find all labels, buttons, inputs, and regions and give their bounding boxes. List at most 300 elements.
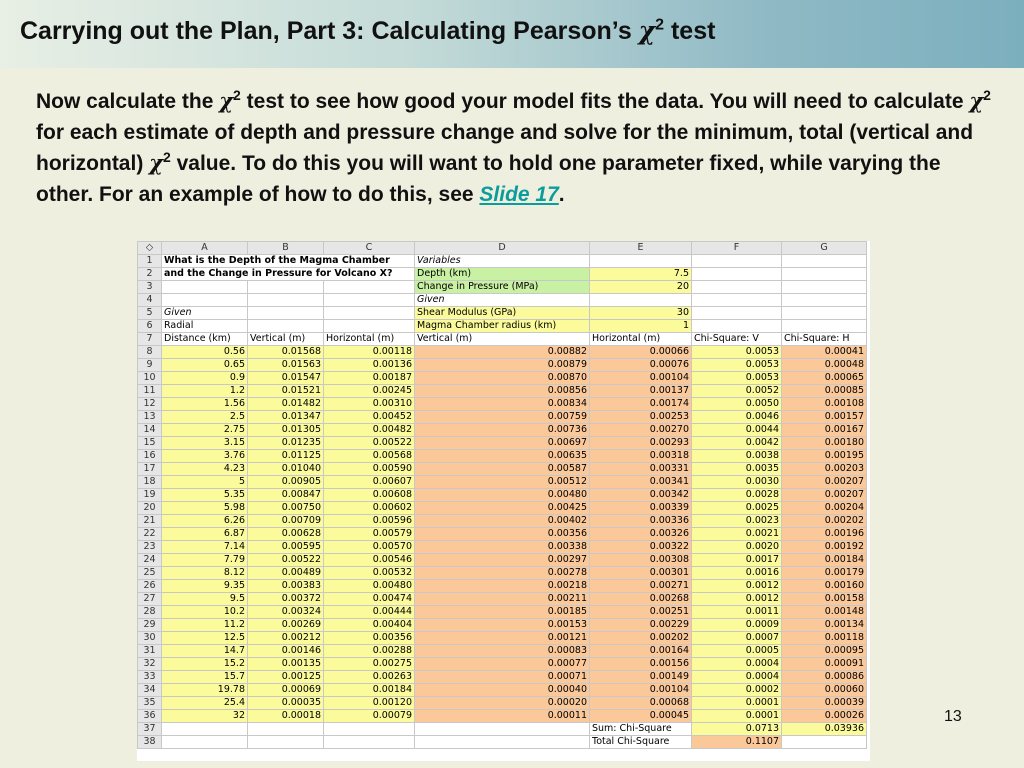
model-horizontal-cell[interactable]: 0.00164 [590, 645, 692, 658]
observed-vertical-cell[interactable]: 0.01547 [248, 372, 324, 385]
chi-square-v-cell[interactable]: 0.0012 [692, 593, 782, 606]
observed-horizontal-cell[interactable]: 0.00452 [324, 411, 415, 424]
chi-square-v-cell[interactable]: 0.0016 [692, 567, 782, 580]
observed-horizontal-cell[interactable]: 0.00288 [324, 645, 415, 658]
observed-vertical-cell[interactable]: 0.01305 [248, 424, 324, 437]
model-horizontal-cell[interactable]: 0.00149 [590, 671, 692, 684]
row-header[interactable]: 19 [138, 489, 162, 502]
distance-cell[interactable]: 6.87 [162, 528, 248, 541]
chi-square-v-cell[interactable]: 0.0035 [692, 463, 782, 476]
row-header[interactable]: 4 [138, 294, 162, 307]
model-vertical-cell[interactable]: 0.00185 [415, 606, 590, 619]
chi-square-v-cell[interactable]: 0.0044 [692, 424, 782, 437]
chi-square-v-cell[interactable]: 0.0038 [692, 450, 782, 463]
distance-cell[interactable]: 9.5 [162, 593, 248, 606]
chi-square-h-cell[interactable]: 0.00065 [782, 372, 867, 385]
chi-square-h-cell[interactable]: 0.00118 [782, 632, 867, 645]
model-vertical-cell[interactable]: 0.00297 [415, 554, 590, 567]
distance-cell[interactable]: 5.98 [162, 502, 248, 515]
observed-horizontal-cell[interactable]: 0.00482 [324, 424, 415, 437]
chi-square-v-cell[interactable]: 0.0020 [692, 541, 782, 554]
cell[interactable] [692, 307, 782, 320]
chi-square-v-cell[interactable]: 0.0017 [692, 554, 782, 567]
model-vertical-cell[interactable]: 0.00759 [415, 411, 590, 424]
observed-vertical-cell[interactable]: 0.01347 [248, 411, 324, 424]
model-vertical-cell[interactable]: 0.00834 [415, 398, 590, 411]
chi-square-h-cell[interactable]: 0.00180 [782, 437, 867, 450]
row-header[interactable]: 28 [138, 606, 162, 619]
observed-vertical-cell[interactable]: 0.00489 [248, 567, 324, 580]
observed-horizontal-cell[interactable]: 0.00570 [324, 541, 415, 554]
model-horizontal-cell[interactable]: 0.00156 [590, 658, 692, 671]
chi-square-h-cell[interactable]: 0.00202 [782, 515, 867, 528]
row-header[interactable]: 37 [138, 723, 162, 736]
row-header[interactable]: 36 [138, 710, 162, 723]
chi-square-h-cell[interactable]: 0.00048 [782, 359, 867, 372]
cell[interactable] [692, 268, 782, 281]
observed-horizontal-cell[interactable]: 0.00118 [324, 346, 415, 359]
row-header[interactable]: 3 [138, 281, 162, 294]
observed-horizontal-cell[interactable]: 0.00404 [324, 619, 415, 632]
observed-horizontal-cell[interactable]: 0.00522 [324, 437, 415, 450]
model-vertical-cell[interactable]: 0.00870 [415, 372, 590, 385]
model-horizontal-cell[interactable]: 0.00137 [590, 385, 692, 398]
distance-cell[interactable]: 6.26 [162, 515, 248, 528]
chamber-radius-value-cell[interactable]: 1 [590, 320, 692, 333]
chi-square-v-cell[interactable]: 0.0005 [692, 645, 782, 658]
cell[interactable] [415, 736, 590, 749]
distance-cell[interactable]: 8.12 [162, 567, 248, 580]
sum-chi-v-cell[interactable]: 0.0713 [692, 723, 782, 736]
row-header[interactable]: 13 [138, 411, 162, 424]
depth-value-cell[interactable]: 7.5 [590, 268, 692, 281]
chi-square-h-cell[interactable]: 0.00086 [782, 671, 867, 684]
shear-modulus-label-cell[interactable]: Shear Modulus (GPa) [415, 307, 590, 320]
model-horizontal-cell[interactable]: 0.00308 [590, 554, 692, 567]
observed-horizontal-cell[interactable]: 0.00275 [324, 658, 415, 671]
observed-horizontal-cell[interactable]: 0.00120 [324, 697, 415, 710]
row-header[interactable]: 35 [138, 697, 162, 710]
given-label-cell[interactable]: Given [415, 294, 590, 307]
cell[interactable] [782, 255, 867, 268]
distance-cell[interactable]: 15.2 [162, 658, 248, 671]
cell[interactable] [324, 736, 415, 749]
observed-vertical-cell[interactable]: 0.00847 [248, 489, 324, 502]
chi-square-h-cell[interactable]: 0.00204 [782, 502, 867, 515]
model-vertical-cell[interactable]: 0.00040 [415, 684, 590, 697]
row-header[interactable]: 6 [138, 320, 162, 333]
row-header[interactable]: 20 [138, 502, 162, 515]
row-header[interactable]: 25 [138, 567, 162, 580]
row-header[interactable]: 9 [138, 359, 162, 372]
distance-cell[interactable]: 7.14 [162, 541, 248, 554]
model-vertical-cell[interactable]: 0.00211 [415, 593, 590, 606]
observed-horizontal-cell[interactable]: 0.00546 [324, 554, 415, 567]
distance-cell[interactable]: 1.2 [162, 385, 248, 398]
model-horizontal-cell[interactable]: 0.00336 [590, 515, 692, 528]
row-header[interactable]: 24 [138, 554, 162, 567]
cell[interactable] [590, 294, 692, 307]
observed-vertical-cell[interactable]: 0.00372 [248, 593, 324, 606]
model-vertical-cell[interactable]: 0.00020 [415, 697, 590, 710]
row-header[interactable]: 32 [138, 658, 162, 671]
chi-square-h-cell[interactable]: 0.00095 [782, 645, 867, 658]
model-vertical-cell[interactable]: 0.00071 [415, 671, 590, 684]
observed-horizontal-cell[interactable]: 0.00607 [324, 476, 415, 489]
cell[interactable] [782, 320, 867, 333]
observed-vertical-cell[interactable]: 0.01040 [248, 463, 324, 476]
chi-square-h-cell[interactable]: 0.00091 [782, 658, 867, 671]
model-horizontal-cell[interactable]: 0.00174 [590, 398, 692, 411]
cell[interactable] [324, 294, 415, 307]
total-chi-square-cell[interactable]: 0.1107 [692, 736, 782, 749]
observed-horizontal-header-cell[interactable]: Horizontal (m) [324, 333, 415, 346]
chi-square-v-cell[interactable]: 0.0053 [692, 359, 782, 372]
distance-cell[interactable]: 7.79 [162, 554, 248, 567]
cell[interactable] [692, 320, 782, 333]
observed-vertical-cell[interactable]: 0.01521 [248, 385, 324, 398]
chi-square-h-cell[interactable]: 0.00207 [782, 476, 867, 489]
row-header[interactable]: 30 [138, 632, 162, 645]
distance-cell[interactable]: 5 [162, 476, 248, 489]
model-vertical-cell[interactable]: 0.00697 [415, 437, 590, 450]
chi-square-v-cell[interactable]: 0.0046 [692, 411, 782, 424]
model-vertical-cell[interactable]: 0.00356 [415, 528, 590, 541]
observed-vertical-cell[interactable]: 0.00069 [248, 684, 324, 697]
model-vertical-cell[interactable]: 0.00218 [415, 580, 590, 593]
chi-square-v-cell[interactable]: 0.0025 [692, 502, 782, 515]
chi-square-h-cell[interactable]: 0.00157 [782, 411, 867, 424]
chi-square-h-cell[interactable]: 0.00039 [782, 697, 867, 710]
model-vertical-cell[interactable]: 0.00153 [415, 619, 590, 632]
model-vertical-cell[interactable]: 0.00480 [415, 489, 590, 502]
chi-square-v-cell[interactable]: 0.0053 [692, 346, 782, 359]
row-header[interactable]: 18 [138, 476, 162, 489]
distance-cell[interactable]: 5.35 [162, 489, 248, 502]
distance-cell[interactable]: 25.4 [162, 697, 248, 710]
observed-horizontal-cell[interactable]: 0.00480 [324, 580, 415, 593]
model-vertical-cell[interactable]: 0.00338 [415, 541, 590, 554]
sum-label-cell[interactable]: Sum: Chi-Square [590, 723, 692, 736]
model-horizontal-cell[interactable]: 0.00341 [590, 476, 692, 489]
chi-square-h-cell[interactable]: 0.00203 [782, 463, 867, 476]
model-horizontal-cell[interactable]: 0.00293 [590, 437, 692, 450]
model-vertical-cell[interactable]: 0.00402 [415, 515, 590, 528]
model-vertical-cell[interactable]: 0.00083 [415, 645, 590, 658]
model-vertical-cell[interactable]: 0.00077 [415, 658, 590, 671]
observed-vertical-cell[interactable]: 0.00135 [248, 658, 324, 671]
row-header[interactable]: 11 [138, 385, 162, 398]
row-header[interactable]: 8 [138, 346, 162, 359]
distance-cell[interactable]: 9.35 [162, 580, 248, 593]
chi-square-h-cell[interactable]: 0.00060 [782, 684, 867, 697]
shear-modulus-value-cell[interactable]: 30 [590, 307, 692, 320]
chi-square-v-cell[interactable]: 0.0009 [692, 619, 782, 632]
chi-square-v-cell[interactable]: 0.0028 [692, 489, 782, 502]
observed-horizontal-cell[interactable]: 0.00310 [324, 398, 415, 411]
model-vertical-cell[interactable]: 0.00856 [415, 385, 590, 398]
cell[interactable] [248, 723, 324, 736]
model-horizontal-cell[interactable]: 0.00271 [590, 580, 692, 593]
model-horizontal-cell[interactable]: 0.00104 [590, 684, 692, 697]
cell[interactable] [782, 736, 867, 749]
distance-cell[interactable]: 11.2 [162, 619, 248, 632]
cell[interactable] [324, 723, 415, 736]
chi-square-v-cell[interactable]: 0.0052 [692, 385, 782, 398]
model-horizontal-cell[interactable]: 0.00076 [590, 359, 692, 372]
cell[interactable] [782, 294, 867, 307]
chi-square-h-cell[interactable]: 0.00148 [782, 606, 867, 619]
model-horizontal-cell[interactable]: 0.00104 [590, 372, 692, 385]
chamber-radius-label-cell[interactable]: Magma Chamber radius (km) [415, 320, 590, 333]
distance-header-cell[interactable]: Distance (km) [162, 333, 248, 346]
model-vertical-cell[interactable]: 0.00587 [415, 463, 590, 476]
model-horizontal-cell[interactable]: 0.00270 [590, 424, 692, 437]
cell[interactable] [248, 307, 324, 320]
chi-square-v-cell[interactable]: 0.0053 [692, 372, 782, 385]
observed-vertical-cell[interactable]: 0.00628 [248, 528, 324, 541]
chi-square-h-header-cell[interactable]: Chi-Square: H [782, 333, 867, 346]
observed-vertical-cell[interactable]: 0.00383 [248, 580, 324, 593]
row-header[interactable]: 17 [138, 463, 162, 476]
pressure-label-cell[interactable]: Change in Pressure (MPa) [415, 281, 590, 294]
observed-horizontal-cell[interactable]: 0.00444 [324, 606, 415, 619]
row-header[interactable]: 34 [138, 684, 162, 697]
variables-label-cell[interactable]: Variables [415, 255, 590, 268]
chi-square-h-cell[interactable]: 0.00207 [782, 489, 867, 502]
column-header-d[interactable]: D [415, 242, 590, 255]
chi-square-v-cell[interactable]: 0.0050 [692, 398, 782, 411]
observed-vertical-cell[interactable]: 0.00269 [248, 619, 324, 632]
model-horizontal-cell[interactable]: 0.00045 [590, 710, 692, 723]
observed-vertical-cell[interactable]: 0.01482 [248, 398, 324, 411]
cell[interactable] [782, 268, 867, 281]
row-header[interactable]: 22 [138, 528, 162, 541]
row-header[interactable]: 5 [138, 307, 162, 320]
chi-square-h-cell[interactable]: 0.00196 [782, 528, 867, 541]
row-header[interactable]: 16 [138, 450, 162, 463]
observed-vertical-cell[interactable]: 0.00324 [248, 606, 324, 619]
model-horizontal-cell[interactable]: 0.00229 [590, 619, 692, 632]
observed-horizontal-cell[interactable]: 0.00579 [324, 528, 415, 541]
model-horizontal-cell[interactable]: 0.00202 [590, 632, 692, 645]
model-vertical-cell[interactable]: 0.00425 [415, 502, 590, 515]
row-header[interactable]: 33 [138, 671, 162, 684]
chi-square-v-cell[interactable]: 0.0004 [692, 658, 782, 671]
model-horizontal-cell[interactable]: 0.00068 [590, 697, 692, 710]
sheet-title-cell[interactable]: What is the Depth of the Magma Chamber [162, 255, 415, 268]
model-horizontal-cell[interactable]: 0.00318 [590, 450, 692, 463]
model-horizontal-cell[interactable]: 0.00066 [590, 346, 692, 359]
cell[interactable] [162, 723, 248, 736]
cell[interactable] [324, 320, 415, 333]
cell[interactable] [782, 307, 867, 320]
column-header-g[interactable]: G [782, 242, 867, 255]
observed-horizontal-cell[interactable]: 0.00356 [324, 632, 415, 645]
observed-horizontal-cell[interactable]: 0.00532 [324, 567, 415, 580]
observed-vertical-cell[interactable]: 0.00125 [248, 671, 324, 684]
cell[interactable] [324, 307, 415, 320]
chi-square-h-cell[interactable]: 0.00184 [782, 554, 867, 567]
row-header[interactable]: 12 [138, 398, 162, 411]
observed-horizontal-cell[interactable]: 0.00263 [324, 671, 415, 684]
chi-square-v-cell[interactable]: 0.0042 [692, 437, 782, 450]
chi-square-h-cell[interactable]: 0.00167 [782, 424, 867, 437]
cell[interactable] [162, 281, 248, 294]
pressure-value-cell[interactable]: 20 [590, 281, 692, 294]
distance-cell[interactable]: 2.75 [162, 424, 248, 437]
row-header[interactable]: 14 [138, 424, 162, 437]
column-header-a[interactable]: A [162, 242, 248, 255]
observed-vertical-cell[interactable]: 0.00750 [248, 502, 324, 515]
chi-square-h-cell[interactable]: 0.00026 [782, 710, 867, 723]
distance-cell[interactable]: 12.5 [162, 632, 248, 645]
model-horizontal-cell[interactable]: 0.00322 [590, 541, 692, 554]
chi-square-h-cell[interactable]: 0.00192 [782, 541, 867, 554]
cell[interactable] [324, 281, 415, 294]
model-horizontal-cell[interactable]: 0.00339 [590, 502, 692, 515]
model-horizontal-cell[interactable]: 0.00251 [590, 606, 692, 619]
distance-cell[interactable]: 32 [162, 710, 248, 723]
chi-square-h-cell[interactable]: 0.00160 [782, 580, 867, 593]
depth-label-cell[interactable]: Depth (km) [415, 268, 590, 281]
cell[interactable] [782, 281, 867, 294]
observed-horizontal-cell[interactable]: 0.00187 [324, 372, 415, 385]
chi-square-v-cell[interactable]: 0.0001 [692, 710, 782, 723]
distance-cell[interactable]: 4.23 [162, 463, 248, 476]
distance-cell[interactable]: 15.7 [162, 671, 248, 684]
column-header-e[interactable]: E [590, 242, 692, 255]
row-header[interactable]: 15 [138, 437, 162, 450]
observed-horizontal-cell[interactable]: 0.00590 [324, 463, 415, 476]
distance-cell[interactable]: 1.56 [162, 398, 248, 411]
model-horizontal-cell[interactable]: 0.00331 [590, 463, 692, 476]
chi-square-v-cell[interactable]: 0.0030 [692, 476, 782, 489]
model-vertical-cell[interactable]: 0.00121 [415, 632, 590, 645]
chi-square-h-cell[interactable]: 0.00108 [782, 398, 867, 411]
cell[interactable] [248, 281, 324, 294]
observed-horizontal-cell[interactable]: 0.00184 [324, 684, 415, 697]
model-horizontal-cell[interactable]: 0.00342 [590, 489, 692, 502]
row-header[interactable]: 21 [138, 515, 162, 528]
column-header-b[interactable]: B [248, 242, 324, 255]
chi-square-h-cell[interactable]: 0.00085 [782, 385, 867, 398]
model-vertical-header-cell[interactable]: Vertical (m) [415, 333, 590, 346]
observed-horizontal-cell[interactable]: 0.00079 [324, 710, 415, 723]
observed-horizontal-cell[interactable]: 0.00568 [324, 450, 415, 463]
chi-square-h-cell[interactable]: 0.00195 [782, 450, 867, 463]
observed-vertical-cell[interactable]: 0.00018 [248, 710, 324, 723]
cell[interactable] [162, 736, 248, 749]
chi-square-h-cell[interactable]: 0.00158 [782, 593, 867, 606]
row-header[interactable]: 38 [138, 736, 162, 749]
observed-horizontal-cell[interactable]: 0.00474 [324, 593, 415, 606]
cell[interactable] [248, 736, 324, 749]
observed-vertical-cell[interactable]: 0.00522 [248, 554, 324, 567]
model-horizontal-cell[interactable]: 0.00326 [590, 528, 692, 541]
model-vertical-cell[interactable]: 0.00635 [415, 450, 590, 463]
distance-cell[interactable]: 14.7 [162, 645, 248, 658]
given-cell[interactable]: Given [162, 307, 248, 320]
cell[interactable] [415, 723, 590, 736]
observed-horizontal-cell[interactable]: 0.00608 [324, 489, 415, 502]
observed-vertical-cell[interactable]: 0.00035 [248, 697, 324, 710]
cell[interactable] [692, 281, 782, 294]
row-header[interactable]: 23 [138, 541, 162, 554]
cell[interactable] [692, 255, 782, 268]
observed-horizontal-cell[interactable]: 0.00602 [324, 502, 415, 515]
observed-horizontal-cell[interactable]: 0.00596 [324, 515, 415, 528]
distance-cell[interactable]: 0.56 [162, 346, 248, 359]
distance-cell[interactable]: 0.65 [162, 359, 248, 372]
model-horizontal-header-cell[interactable]: Horizontal (m) [590, 333, 692, 346]
chi-square-h-cell[interactable]: 0.00041 [782, 346, 867, 359]
chi-square-v-cell[interactable]: 0.0021 [692, 528, 782, 541]
column-header-c[interactable]: C [324, 242, 415, 255]
chi-square-v-cell[interactable]: 0.0007 [692, 632, 782, 645]
observed-vertical-cell[interactable]: 0.00212 [248, 632, 324, 645]
chi-square-h-cell[interactable]: 0.00134 [782, 619, 867, 632]
chi-square-v-cell[interactable]: 0.0012 [692, 580, 782, 593]
model-horizontal-cell[interactable]: 0.00268 [590, 593, 692, 606]
observed-vertical-cell[interactable]: 0.00905 [248, 476, 324, 489]
observed-vertical-cell[interactable]: 0.00595 [248, 541, 324, 554]
row-header[interactable]: 10 [138, 372, 162, 385]
radial-cell[interactable]: Radial [162, 320, 248, 333]
observed-vertical-header-cell[interactable]: Vertical (m) [248, 333, 324, 346]
cell[interactable] [248, 320, 324, 333]
model-vertical-cell[interactable]: 0.00512 [415, 476, 590, 489]
row-header[interactable]: 27 [138, 593, 162, 606]
select-all-corner[interactable]: ◇ [138, 242, 162, 255]
model-vertical-cell[interactable]: 0.00011 [415, 710, 590, 723]
distance-cell[interactable]: 10.2 [162, 606, 248, 619]
cell[interactable] [590, 255, 692, 268]
row-header[interactable]: 7 [138, 333, 162, 346]
total-label-cell[interactable]: Total Chi-Square [590, 736, 692, 749]
model-vertical-cell[interactable]: 0.00882 [415, 346, 590, 359]
chi-square-v-cell[interactable]: 0.0011 [692, 606, 782, 619]
cell[interactable] [248, 294, 324, 307]
distance-cell[interactable]: 3.76 [162, 450, 248, 463]
sum-chi-h-cell[interactable]: 0.03936 [782, 723, 867, 736]
chi-square-v-cell[interactable]: 0.0023 [692, 515, 782, 528]
observed-vertical-cell[interactable]: 0.01125 [248, 450, 324, 463]
model-vertical-cell[interactable]: 0.00278 [415, 567, 590, 580]
row-header[interactable]: 26 [138, 580, 162, 593]
distance-cell[interactable]: 0.9 [162, 372, 248, 385]
row-header[interactable]: 1 [138, 255, 162, 268]
observed-horizontal-cell[interactable]: 0.00136 [324, 359, 415, 372]
chi-square-v-cell[interactable]: 0.0001 [692, 697, 782, 710]
observed-vertical-cell[interactable]: 0.01568 [248, 346, 324, 359]
chi-square-v-header-cell[interactable]: Chi-Square: V [692, 333, 782, 346]
observed-vertical-cell[interactable]: 0.00709 [248, 515, 324, 528]
observed-horizontal-cell[interactable]: 0.00245 [324, 385, 415, 398]
chi-square-v-cell[interactable]: 0.0002 [692, 684, 782, 697]
distance-cell[interactable]: 2.5 [162, 411, 248, 424]
chi-square-v-cell[interactable]: 0.0004 [692, 671, 782, 684]
model-vertical-cell[interactable]: 0.00879 [415, 359, 590, 372]
model-vertical-cell[interactable]: 0.00736 [415, 424, 590, 437]
observed-vertical-cell[interactable]: 0.01235 [248, 437, 324, 450]
distance-cell[interactable]: 3.15 [162, 437, 248, 450]
row-header[interactable]: 29 [138, 619, 162, 632]
observed-vertical-cell[interactable]: 0.01563 [248, 359, 324, 372]
model-horizontal-cell[interactable]: 0.00253 [590, 411, 692, 424]
distance-cell[interactable]: 19.78 [162, 684, 248, 697]
row-header[interactable]: 31 [138, 645, 162, 658]
